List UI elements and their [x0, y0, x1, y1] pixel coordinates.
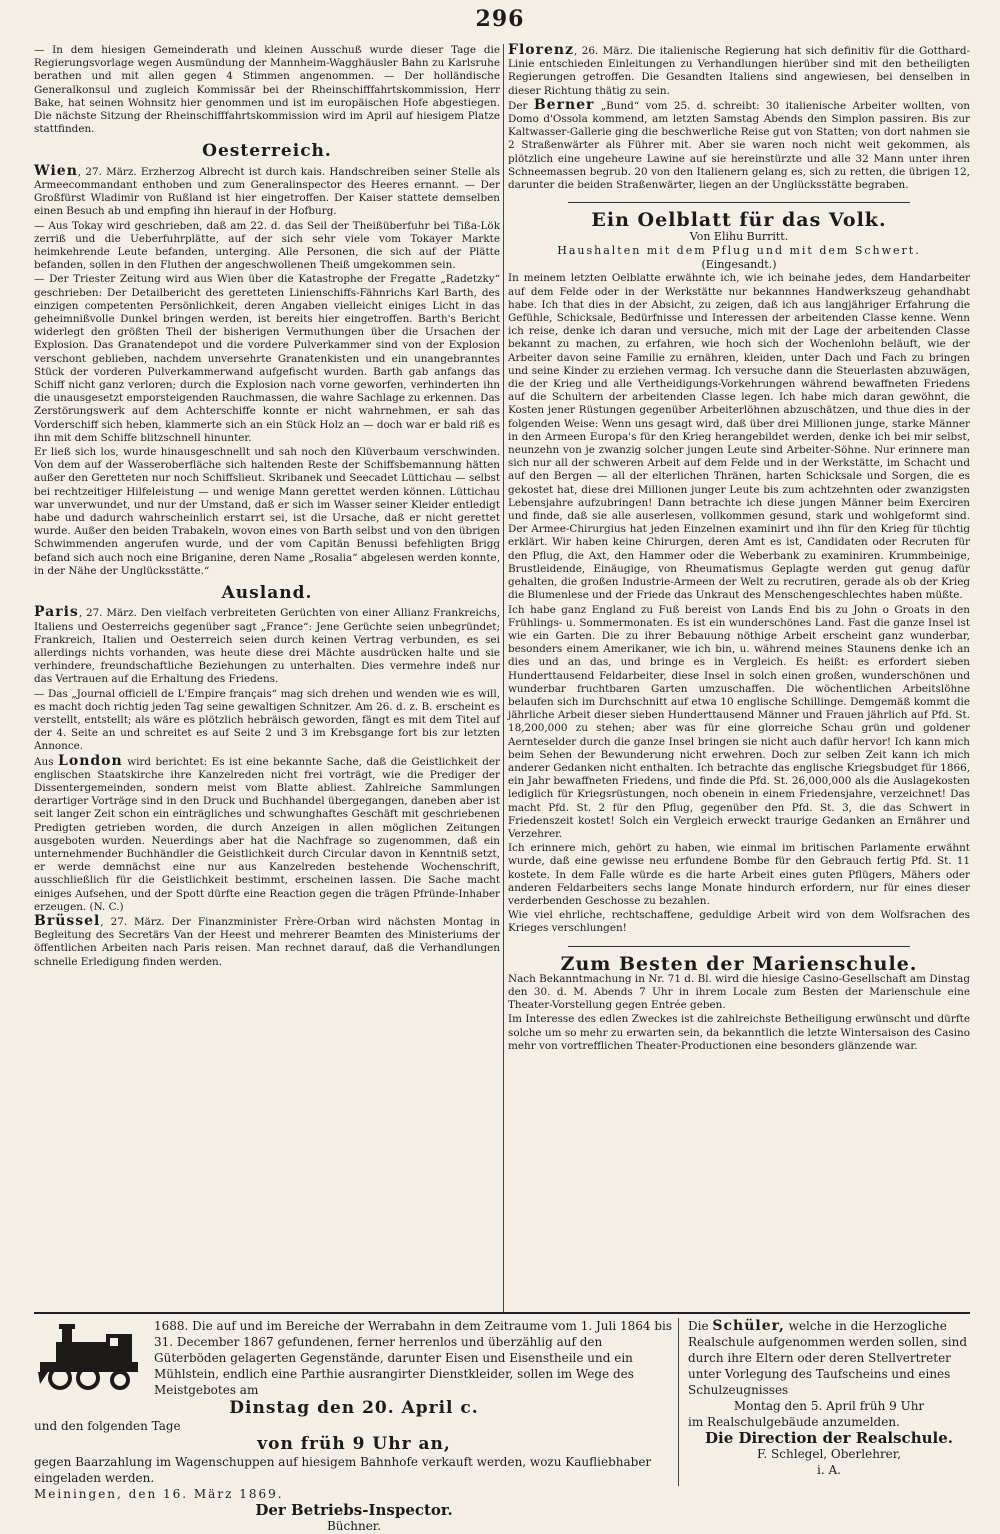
london-article	[34, 752, 500, 914]
dateline-florenz: Florenz	[508, 42, 575, 58]
radetzky-article-cont: Er ließ sich los, wurde hinausgeschnellt und sah noch den Klüverbaum verschwinden. Von dem auf der Wasseroberfläche sich haltenden Reste der Schiffsbemannung hätten außer den Geretteten nur noch Schiffslieut. Skribanek und Seecadet Lüttichau — selbst bei rechtzeitiger Hilfeleistung — und wenige Mann gerettet werden können. Lüttichau war unverwundet, und nur der Umstand, daß er sich im Wasser seiner Kleider entledigt habe und dadurch wahrscheinlich erstarrt sei, ist die Ursache, daß er nicht gerettet wurde. Außer den beiden Trabakeln, wovon eines von Barth selbst und von den übrigen Schwimmenden angerufen wurde, und der vom Capitän Benussi befehligten Brigg befand sich auch noch eine Briganine, deren Name „Rosalia“ abgelesen werden konnte, in der Nähe der Unglücksstätte.“	[34, 445, 500, 577]
journal-article: — Das „Journal officiell de L'Empire français“ mag sich drehen und wenden wie es will, es macht doch richtig jeden Tag seine gewaltigen Schnitzer. Am 26. d. z. B. erscheint es verstellt, entstellt; als wäre es plötzlich hebräisch geworden, fängt es mit dem Titel auf der 4. Seite an und schreitet es auf Seite 2 und 3 im Krebsgange fort bis zur letzten Annonce.	[34, 687, 500, 753]
section-rule-2	[568, 946, 910, 947]
werrabahn-following: und den folgenden Tage	[34, 1419, 181, 1433]
oelblatt-p2: Ich habe ganz England zu Fuß bereist von Lands End bis zu John o Groats in den Frühlings- u. Sommermonaten. Es ist ein wunderschönes Land. Fast die ganze Insel ist wie ein Garten. Die zu ihrer Bebauung nöthige Arbeit erscheint ganz wunderbar, besonders einem Amerikaner, wie ich bin, u. während meines Staunens denke ich an dies und an das, und bringe es in Vergleich. Es heißt: es erfordert sieben Hunderttausend Feldarbeiter, diese Insel in solch einen großen, wunderschönen und wunderbar fruchtbaren Garten umzuschaffen. Die wöchentlichen Arbeitslöhne belaufen sich im Durchschnitt auf etwa 10 englische Schillinge. Demgemäß kommt die jährliche Arbeit dieser sieben Hunderttausend Männer und Frauen jährlich auf Pfd. St. 18,200,000 zu stehen; aber was für eine glorreiche Schau grün und goldener Aernteselder durch die ganze Insel bringen sie nicht auch dafür hervor! Ich kann mich beim Sehen der Bewunderung nicht erwehren. Doch zur selben Zeit kann ich mich anderer Gedanken nicht enthalten. Ich betrachte das englische Kriegsbudget für 1866, ein Jahr bewaffneten Friedens, und finde die Pfd. St. 26,000,000 als die Auslagekosten lediglich für Kriegsrüstungen, noch obenein in einem Friedensjahre, verzeichnet! Das macht Pfd. St. 2 für den Pflug, gegenüber den Pfd. St. 3, die das Schwert in Friedenszeit kostet! Solch ein Vergleich erweckt traurige Gedanken an Ernährer und Verzehrer.	[508, 603, 970, 840]
berner-text: „Bund“ vom 25. d. schreibt: 30 italienische Arbeiter wollten, von Domo d'Ossola kommend, am letzten Samstag Abends den Simplon passiren. Bis zur Kaltwasser-Gallerie ging die beschwerliche Reise gut von Statten; von dort nahmen sie 2 Straßenwärter als Führer mit. Aber sie waren noch nicht weit gekommen, als plötzlich eine ungeheure Lawine auf sie hereinstürzte und alle 32 Mann unter ihren Schneemassen begrub. 20 von den Italienern gelang es, sich zu retten, die übrigen 12, darunter die beiden Straßenwärter, liegen an der Unglücksstätte begraben.	[508, 99, 971, 192]
intro-paragraph: — In dem hiesigen Gemeinderath und kleinen Ausschuß wurde dieser Tage die Regierungsvorlage wegen Ausmündung der Mannheim-Wagghäusler Bahn zu Karlsruhe berathen und mit allen gegen 4 Stimmen angenommen. — Der holländische Generalkonsul und zugleich Kommissär bei der Rheinschifffahrtskommission, Herr Bake, hat seinen Wohnsitz hier genommen und ist im europäischen Hofe abgestiegen. Die nächste Sitzung der Rheinschifffahrtskommission wird im April auf hiesigem Platze stattfinden.	[34, 44, 500, 136]
werrabahn-terms: gegen Baarzahlung im Wagenschuppen auf hiesigem Bahnhofe verkauft werden, wozu Kaufliebhaber eingeladen werden.	[34, 1455, 652, 1485]
page-number: 296	[475, 6, 525, 32]
dateline-bruessel: Brüssel	[34, 912, 101, 929]
realschule-role: i. A.	[817, 1463, 841, 1477]
bruessel-text: , 27. März. Der Finanzminister Frère-Orban wird nächsten Montag in Begleitung des Secretärs Van der Heest und mehrerer Beamten des Ministeriums der öffentlichen Arbeiten nach Paris reisen. Man rechnet darauf, daß die Verhandlungen schnelle Erledigung finden werden.	[34, 915, 500, 968]
ad-realschule	[688, 1318, 970, 1478]
dateline-london: London	[58, 752, 123, 769]
realschule-students: Schüler,	[712, 1318, 785, 1334]
realschule-lead: Die	[688, 1319, 709, 1333]
dateline-berner: Berner	[533, 96, 595, 113]
florenz-text: , 26. März. Die italienische Regierung hat sich definitiv für die Gotthard-Linie entschieden Einleitungen zu Verhandlungen hierüber sind mit den betheiligten Regierungen getroffen. Die Gesandten Italiens sind angewiesen, bei denselben in dieser Richtung thätig zu sein.	[508, 45, 970, 97]
ad-separator	[34, 1312, 970, 1314]
werrabahn-signature: Der Betriebs-Inspector.	[255, 1501, 453, 1519]
heading-oesterreich: Oesterreich.	[202, 141, 332, 162]
section-rule	[568, 202, 910, 203]
marienschule-p1: Nach Bekanntmachung in Nr. 71 d. Bl. wird die hiesige Casino-Gesellschaft am Dinstag den 30. d. M. Abends 7 Uhr in ihrem Locale zum Besten der Marienschule eine Theater-Vorstellung gegen Entrée geben.	[508, 972, 970, 1012]
locomotive-icon	[34, 1322, 144, 1392]
florenz-article	[508, 44, 970, 98]
heading-ausland: Ausland.	[221, 583, 313, 604]
wien-article	[34, 162, 500, 219]
london-lead: Aus	[34, 755, 54, 768]
paris-text: , 27. März. Den vielfach verbreiteten Gerüchten von einer Allianz Frankreichs, Italiens und Oesterreichs gegenüber sagt „France“: Jene Gerüchte seien unbegründet; Frankreich, Italien und Oesterreich seien durch keinen Vertrag verbunden, es sei allerdings nichts vorhanden, was heute diese drei Mächte ausdrücken halte und sie verhindere, freundschaftliche Beziehungen zu unterhalten. Dies vermehre indeß nur das Vertrauen auf die Erhaltung des Friedens.	[34, 607, 500, 686]
berner-lead: Der	[508, 99, 528, 112]
realschule-signature: Die Direction der Realschule.	[705, 1429, 953, 1447]
column-divider	[503, 44, 504, 1314]
left-column	[34, 44, 500, 970]
ad-werrabahn	[34, 1318, 674, 1534]
oelblatt-p4: Wie viel ehrliche, rechtschaffene, geduldige Arbeit wird von dem Wolfsrachen des Krieges verschlungen!	[508, 909, 970, 935]
oelblatt-author: Von Elihu Burritt.	[689, 229, 789, 243]
realschule-text	[688, 1318, 970, 1398]
oelblatt-p1: In meinem letzten Oelblatte erwähnte ich, wie ich beinahe jedes, dem Handarbeiter auf dem Felde oder in der Werkstätte nur bekannnes Handwerkszeug gehandhabt habe. Ich that dies in der Absicht, zu zeigen, daß ich aus langjähriger Erfahrung die Gefühle, Schicksale, Bedürfnisse und Interessen der arbeitenden Classe kenne. Wenn ich reise, denke ich daran und versuche, mich mit der Lage der arbeitenden Classe bekannt zu machen, zu erfahren, wie hoch sich der Wochenlohn beläuft, wie der Arbeiter davon seine Familie zu ernähren, kleiden, unter Dach und Fach zu bringen und seine Kinder zu erziehen vermag. Ich versuche dann die Steuerlasten abzuwägen, die der Krieg und alle Vertheidigungs-Vorkehrungen während bewaffneten Friedens auf die Schultern der arbeitenden Classe legen. Ich habe mich daran gewöhnt, die Kosten jener Rüstungen gegenüber Arbeiterlöhnen abzuschätzen, und thue dies in der folgenden Weise: Wenn uns gesagt wird, daß über drei Millionen junge, starke Männer in den Armeen Europa's für den Krieg herangebildet werden, denke ich bei mir selbst, neunzehn von je zwanzig solcher jungen Leute sind Arbeiter-Söhne. Nur erinnere man sich nur all der schweren Arbeit auf dem Felde und in der Werkstätte, im Schacht und auf den Bergen — all der elterlichen Thränen, harten Schicksale und Sorgen, die es gekostet hat, diese drei Millionen junger Leute bis zum achtzehnten oder zwanzigsten Lebensjahre aufzubringen! Dann betrachte ich diese jungen Männer beim Exerciren und finde, daß sie alle auserlesen, vollkommen gesund, stark und wohlgeformt sind. Der Armee-Chirurgius hat jeden Einzelnen examinirt und ihn für den Krieg für tüchtig erklärt. Wir haben keine Chirurgen, deren Amt es ist, Candidaten oder Recruten für den Pflug, die Axt, den Hammer oder die Weberbank zu examiniren. Krummbeinige, Brustleidende, Einäugige, von Rheumatismus Geplagte werden gut genug dafür gehalten, die großen Industrie-Armeen der Welt zu recrutiren, gerade als ob der Krieg die Blumenlese und der Friede das Unkraut des Menschengeschlechtes haben müßte.	[508, 272, 970, 602]
london-text: wird berichtet: Es ist eine bekannte Sache, daß die Geistlichkeit der englischen Staatskirche ihre Kanzelreden nicht frei vorträgt, wie die Prediger der Dissentergemeinden, sondern meist vom Blatte abliest. Zahlreiche Sammlungen derartiger Vorträge sind in den Druck und Buchhandel übergegangen, daneben aber ist seit langer Zeit schon ein einträgliches und schwunghaftes Geschäft mit geschriebenen Predigten getrieben worden, die durch Anzeigen in allen möglichen Zeitungen ausgeboten wurden. Neuerdings aber hat die Nachfrage so zugenommen, daß ein unternehmender Buchhändler die Geistlichkeit durch Circular davon in Kenntniß setzt, er werde demnächst eine nur aus Kanzelreden bestehende Wochenschrift, ausschließlich für die Geistlichkeit bestimmt, erscheinen lassen. Die Sache macht einiges Aufsehen, und der Spott dürfte eine Reaction gegen die trägen Pfründe-Inhaber erzeugen. (N. C.)	[34, 755, 500, 913]
radetzky-article: — Der Triester Zeitung wird aus Wien über die Katastrophe der Fregatte „Radetzky“ geschrieben: Der Detailbericht des geretteten Linienschiffs-Fähnrichs Karl Barth, des einzigen competenten Persönlichkeit, deren Angaben vielleicht einiges Licht in das geheimnißvolle Dunkel bringen werden, ist bereits hier eingetroffen. Barth's Bericht widerlegt den größten Theil der bisherigen Vermuthungen über die Ursachen der Explosion. Das Granatendepot und die vordere Pulverkammer sind von der Explosion verschont geblieben, nachdem unversehrte Granatenkisten und ein unangebranntes Stück der vorderen Pulverkammerwand aufgefischt wurden. Barth gab anfangs das Schiff nicht ganz verloren; durch die Explosion nach vorne geworfen, verhinderten ihn die unausgesetzt emporsteigenden Rauchmassen, die wahre Sachlage zu erkennen. Das Zerstörungswerk auf dem Achterschiffe konnte er nicht wahrnehmen, er sah das Vorderschiff sich heben, klammerte sich an ein Stück Holz an — doch war er bald riß es ihn mit dem Schiffe blitzschnell hinunter.	[34, 273, 500, 444]
right-column	[508, 44, 970, 1054]
realschule-register: im Realschulgebäude anzumelden.	[688, 1415, 900, 1429]
werrabahn-place-date: Meiningen, den 16. März 1869.	[34, 1487, 284, 1501]
oelblatt-subtitle: Haushalten mit dem Pflug und mit dem Schwert.	[557, 243, 921, 257]
werrabahn-name: Büchner.	[326, 1519, 382, 1533]
werrabahn-time: von früh 9 Uhr an,	[257, 1434, 451, 1454]
oelblatt-note: (Eingesandt.)	[701, 258, 777, 272]
tokay-article: — Aus Tokay wird geschrieben, daß am 22. d. das Seil der Theißüberfuhr bei Tißa-Lök zerriß und die Ueberfuhrplätte, auf der sich sehr viele vom Tokayer Markte heimkehrende Leute befanden, unterging. Alle Personen, die sich auf der Plätte befanden, sollen in den Fluthen der angeschwollenen Theiß umgekommen sein.	[34, 219, 500, 272]
ad-divider	[678, 1318, 679, 1486]
paris-article	[34, 606, 500, 686]
oelblatt-p3: Ich erinnere mich, gehört zu haben, wie einmal im britischen Parlamente erwähnt wurde, daß eine gewisse neu erfundene Bombe für den Gebrauch fertig Pfd. St. 11 kostete. In dem Falle würde es die harte Arbeit eines guten Pflügers, Mähers oder anderen Feldarbeiters sechs lange Monate hindurch erfordern, nur für eines dieser verderbenden Geschosse zu bezahlen.	[508, 842, 970, 907]
berner-article	[508, 96, 971, 192]
realschule-name: F. Schlegel, Oberlehrer,	[756, 1447, 902, 1461]
dateline-paris: Paris	[34, 604, 79, 621]
marienschule-p2: Im Interesse des edlen Zweckes ist die zahlreichste Betheiligung erwünscht und dürfte solche um so mehr zu erwarten sein, da bekanntlich die letzte Wintersaison des Casino mehr von vortrefflichen Theater-Productionen eine besonders glänzende war.	[508, 1013, 970, 1052]
realschule-date: Montag den 5. April früh 9 Uhr	[733, 1399, 925, 1413]
wien-text: , 27. März. Erzherzog Albrecht ist durch kais. Handschreiben seiner Stelle als Armeecommandant enthoben und zum Generalinspector des Heeres ernannt. — Der Großfürst Wladimir von Rußland ist hier eingetroffen. Der Kaiser stattete demselben einen Besuch ab und empfing ihn hierauf in der Hofburg.	[34, 165, 500, 218]
bruessel-article	[34, 912, 500, 969]
dateline-wien: Wien	[34, 162, 78, 179]
werrabahn-date: Dinstag den 20. April c.	[229, 1398, 479, 1418]
heading-marienschule: Zum Besten der Marienschule.	[560, 952, 918, 975]
werrabahn-text: 1688. Die auf und im Bereiche der Werrabahn in dem Zeitraume vom 1. Juli 1864 bis 31. December 1867 gefundenen, ferner herrenlos und überzählig auf den Güterböden gelagerten Gegenstände, darunter Eisen und Eisenstheile und ein Mühlstein, endlich eine Parthie ausrangirter Dienstkleider, sollen im Wege des Meistgebotes am	[154, 1319, 673, 1397]
realschule-body: welche in die Herzogliche Realschule aufgenommen werden sollen, sind durch ihre Eltern oder deren Stellvertreter unter Vorlegung des Taufscheins und eines Schulzeugnisses	[688, 1319, 968, 1397]
heading-oelblatt: Ein Oelblatt für das Volk.	[591, 209, 887, 232]
